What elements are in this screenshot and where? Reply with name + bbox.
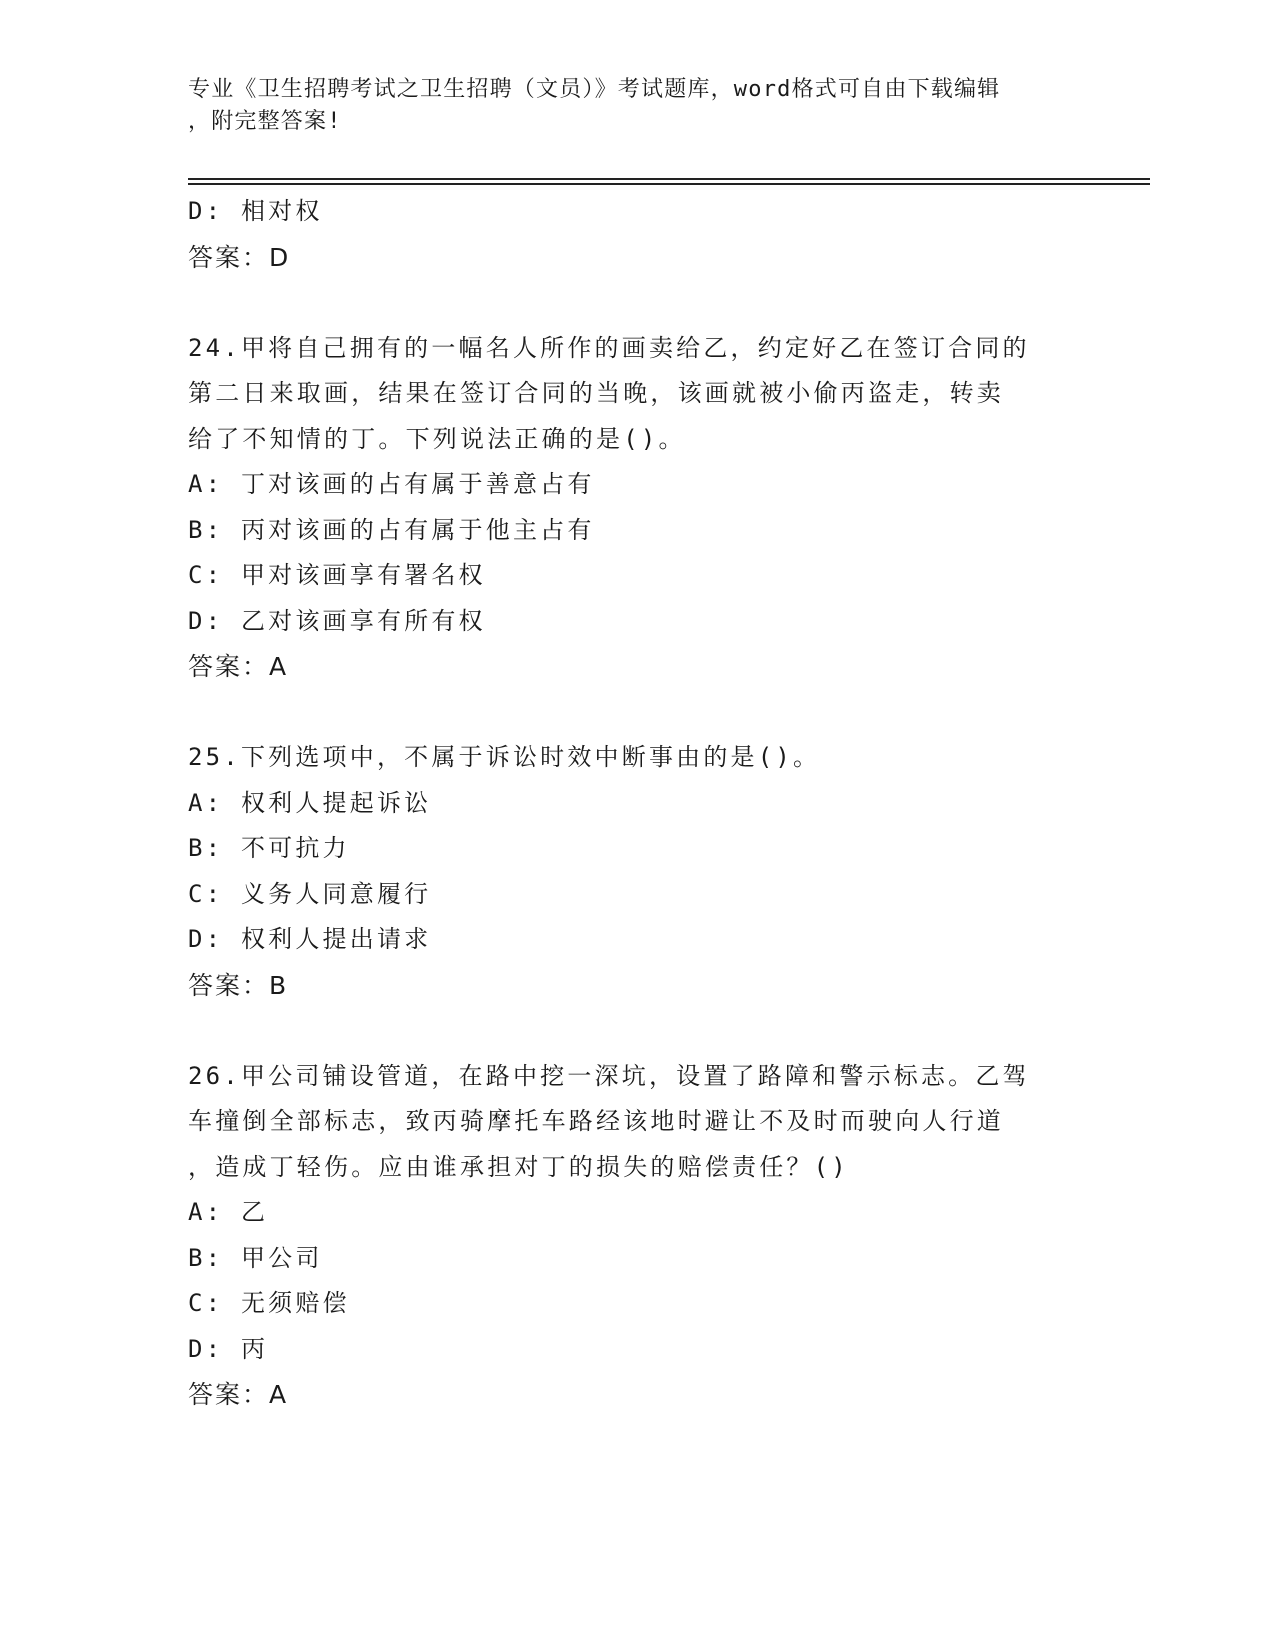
option-a: A: 乙 — [188, 1198, 269, 1226]
question-stem-line: 第二日来取画，结果在签订合同的当晚，该画就被小偷丙盗走，转卖 — [188, 379, 1004, 407]
option-b: B: 甲公司 — [188, 1243, 323, 1272]
option-d: D: 乙对该画享有所有权 — [188, 606, 486, 635]
answer-line: 答案：A — [188, 652, 289, 681]
question-24 — [188, 326, 1088, 690]
question-26 — [188, 1054, 1088, 1418]
spacer — [188, 690, 1088, 736]
option-d: D: 权利人提出请求 — [188, 925, 432, 953]
header-line-1: 专业《卫生招聘考试之卫生招聘（文员）》考试题库，word格式可自由下载编辑 — [188, 77, 1001, 102]
spacer — [188, 1008, 1088, 1054]
question-stem-line: 26.甲公司铺设管道，在路中挖一深坑，设置了路障和警示标志。乙驾 — [188, 1061, 1030, 1090]
answer-line: 答案：A — [188, 1380, 289, 1409]
option-b: B: 不可抗力 — [188, 834, 350, 862]
option-a: A: 权利人提起诉讼 — [188, 788, 432, 817]
question-content — [188, 189, 1088, 1418]
question-stem-line: 24.甲将自己拥有的一幅名人所作的画卖给乙，约定好乙在签订合同的 — [188, 333, 1030, 362]
header-rule-top — [188, 178, 1150, 180]
option-a: A: 丁对该画的占有属于善意占有 — [188, 470, 595, 498]
question-25 — [188, 735, 1088, 1008]
header-line-2: ，附完整答案! — [188, 109, 342, 134]
option-c: C: 义务人同意履行 — [188, 879, 432, 908]
previous-question-tail — [188, 189, 1088, 280]
question-stem-line: 25.下列选项中，不属于诉讼时效中断事由的是()。 — [188, 743, 821, 771]
option-c: C: 甲对该画享有署名权 — [188, 561, 486, 589]
answer-line: 答案：D — [188, 242, 291, 272]
header-rule-bottom — [188, 183, 1150, 185]
option-d: D: 相对权 — [188, 197, 323, 225]
question-stem-line: ，造成丁轻伤。应由谁承担对丁的损失的赔偿责任？() — [188, 1152, 849, 1181]
option-d: D: 丙 — [188, 1334, 269, 1363]
answer-line: 答案：B — [188, 970, 289, 1000]
option-c: C: 无须赔偿 — [188, 1289, 350, 1317]
option-b: B: 丙对该画的占有属于他主占有 — [188, 515, 595, 544]
spacer — [188, 280, 1088, 326]
document-header — [188, 74, 1068, 138]
question-stem-line: 车撞倒全部标志，致丙骑摩托车路经该地时避让不及时而驶向人行道 — [188, 1107, 1004, 1135]
question-stem-line: 给了不知情的丁。下列说法正确的是()。 — [188, 424, 686, 453]
